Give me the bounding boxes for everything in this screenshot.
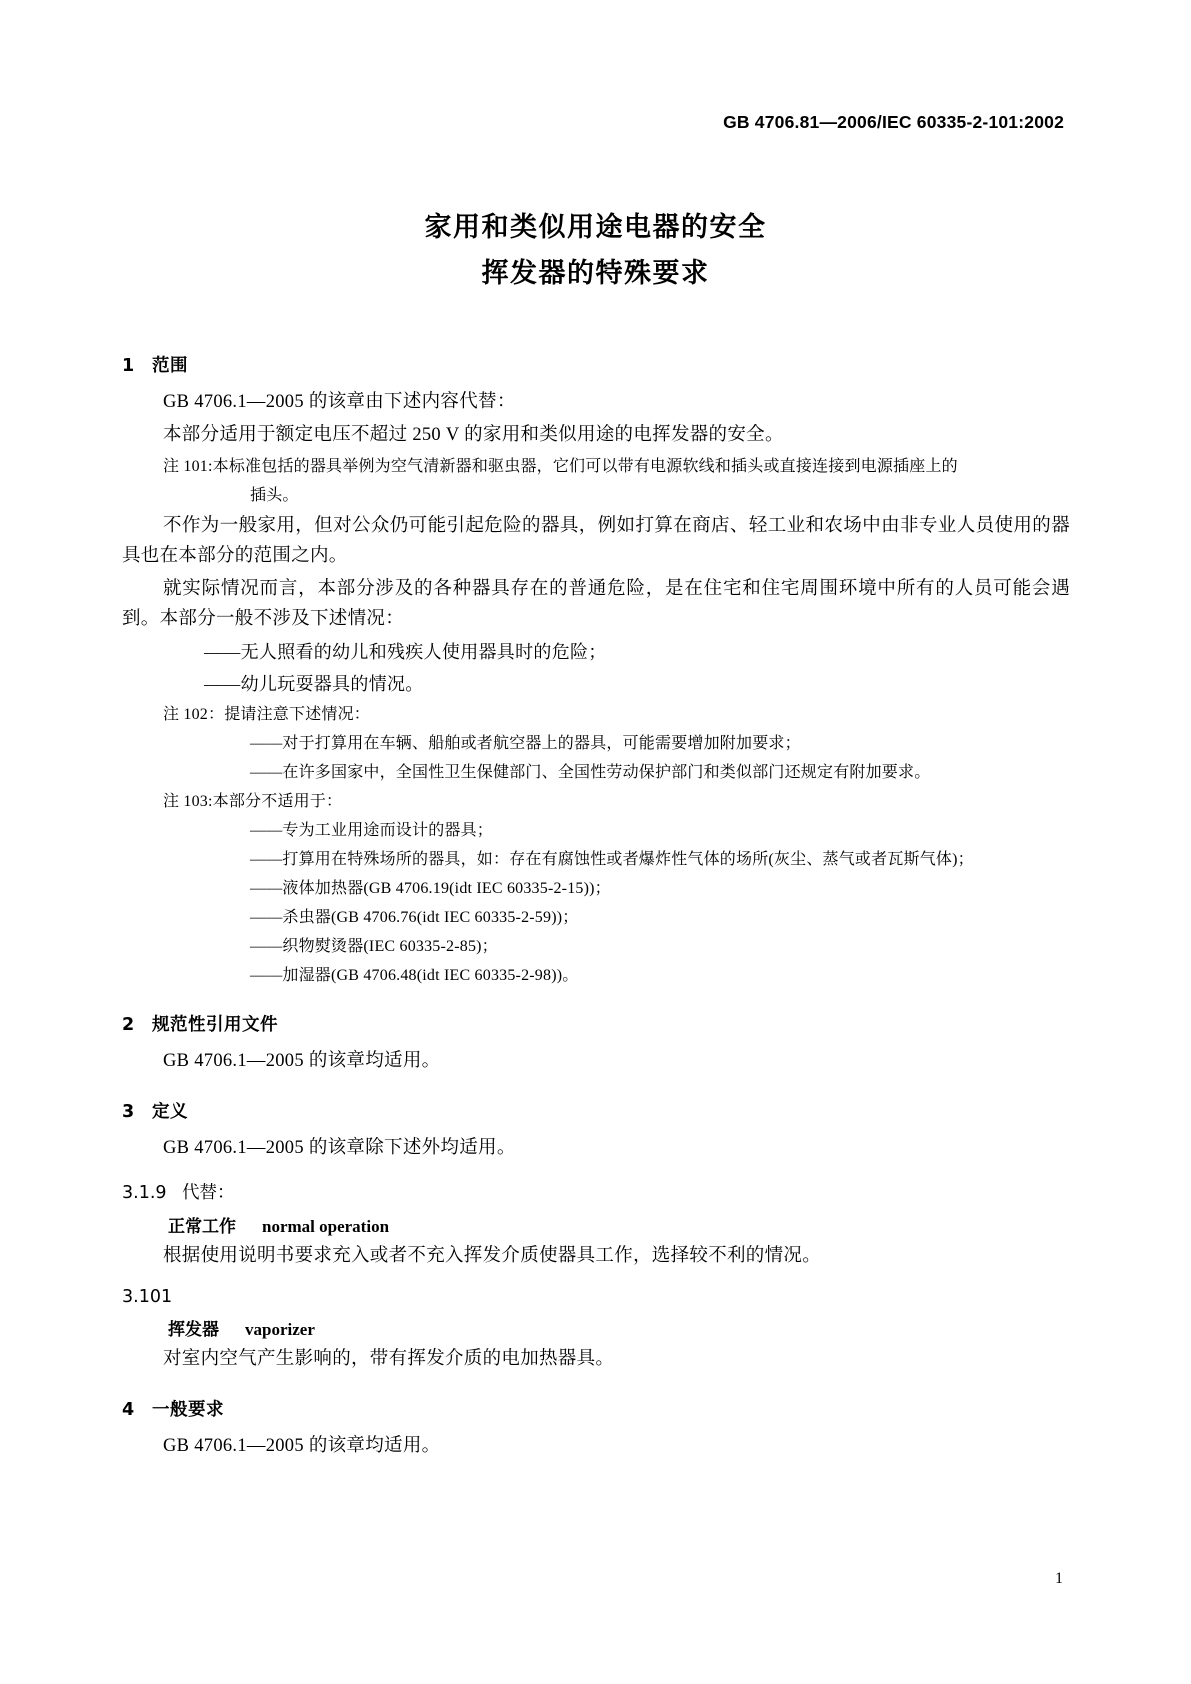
section-heading-3 bbox=[122, 1098, 1070, 1123]
section-number-1: 1 bbox=[122, 356, 135, 376]
section-number-2: 2 bbox=[122, 1015, 135, 1035]
title-line-2: 挥发器的特殊要求 bbox=[481, 258, 710, 289]
section-title-2: 规范性引用文件 bbox=[152, 1015, 278, 1035]
note-101-continuation: 插头。 bbox=[250, 487, 299, 504]
term-vaporizer-cn: 挥发器 bbox=[168, 1320, 219, 1340]
section-2-paragraph-1: GB 4706.1—2005 的该章均适用。 bbox=[163, 1051, 441, 1071]
subsection-number-3-1-9: 3.1.9 bbox=[122, 1183, 167, 1203]
subsection-title-3-1-9: 代替： bbox=[182, 1183, 235, 1203]
note-103 bbox=[163, 788, 1070, 815]
section-3-paragraph-1: GB 4706.1—2005 的该章除下述外均适用。 bbox=[163, 1138, 516, 1158]
note-103-text: 本部分不适用于： bbox=[212, 793, 343, 810]
section-4-paragraph-1: GB 4706.1—2005 的该章均适用。 bbox=[163, 1436, 441, 1456]
section-number-3: 3 bbox=[122, 1102, 135, 1122]
section-heading-2 bbox=[122, 1011, 1070, 1036]
term-normal-operation-cn: 正常工作 bbox=[168, 1217, 236, 1237]
term-vaporizer-en: vaporizer bbox=[245, 1320, 315, 1339]
note-101 bbox=[163, 453, 1070, 480]
note-101-text: 本标准包括的器具举例为空气清新器和驱虫器，它们可以带有电源软线和插头或直接连接到电源插座上的 bbox=[212, 458, 958, 475]
section-1-paragraph-4: 就实际情况而言，本部分涉及的各种器具存在的普通危险，是在住宅和住宅周围环境中所有的人员可能会遇到。本部分一般不涉及下述情况： bbox=[122, 579, 1070, 629]
section-title-3: 定义 bbox=[152, 1102, 188, 1122]
note-102-item-2: ——在许多国家中，全国性卫生保健部门、全国性劳动保护部门和类似部门还规定有附加要求。 bbox=[250, 764, 931, 781]
note-103-item-3: ——液体加热器(GB 4706.19(idt IEC 60335-2-15))； bbox=[250, 880, 611, 897]
term-vaporizer-definition: 对室内空气产生影响的，带有挥发介质的电加热器具。 bbox=[163, 1349, 615, 1369]
section-1-dash-item-2: ——幼儿玩耍器具的情况。 bbox=[204, 674, 424, 694]
note-103-item-6: ——加湿器(GB 4706.48(idt IEC 60335-2-98))。 bbox=[250, 967, 579, 984]
note-103-item-4: ——杀虫器(GB 4706.76(idt IEC 60335-2-59))； bbox=[250, 909, 579, 926]
section-title-1: 范围 bbox=[152, 356, 188, 376]
section-heading-4 bbox=[122, 1396, 1070, 1421]
subsection-heading-3-1-9 bbox=[122, 1179, 1070, 1204]
note-102 bbox=[163, 701, 1070, 728]
subsection-number-3-101: 3.101 bbox=[122, 1287, 173, 1307]
note-102-item-1: ——对于打算用在车辆、船舶或者航空器上的器具，可能需要增加附加要求； bbox=[250, 735, 801, 752]
term-vaporizer bbox=[168, 1315, 1070, 1340]
note-103-item-1: ——专为工业用途而设计的器具； bbox=[250, 822, 494, 839]
term-normal-operation-definition: 根据使用说明书要求充入或者不充入挥发介质使器具工作，选择较不利的情况。 bbox=[163, 1246, 822, 1266]
section-title-4: 一般要求 bbox=[152, 1400, 224, 1420]
section-1-paragraph-1: GB 4706.1—2005 的该章由下述内容代替： bbox=[163, 392, 516, 412]
term-normal-operation bbox=[168, 1212, 1070, 1237]
section-1-paragraph-3: 不作为一般家用，但对公众仍可能引起危险的器具，例如打算在商店、轻工业和农场中由非专业人员使用的器具也在本部分的范围之内。 bbox=[122, 516, 1070, 566]
section-1-paragraph-2: 本部分适用于额定电压不超过 250 V 的家用和类似用途的电挥发器的安全。 bbox=[163, 425, 784, 445]
note-102-text: 提请注意下述情况： bbox=[224, 706, 371, 723]
note-102-label: 注 102： bbox=[163, 706, 225, 723]
term-normal-operation-en: normal operation bbox=[262, 1217, 390, 1236]
note-103-item-2: ——打算用在特殊场所的器具，如：存在有腐蚀性或者爆炸性气体的场所(灰尘、蒸气或者瓦斯气体)； bbox=[250, 851, 974, 868]
document-body bbox=[122, 352, 1070, 1464]
note-101-label: 注 101: bbox=[163, 458, 213, 475]
page-number: 1 bbox=[1055, 1570, 1063, 1587]
note-103-label: 注 103: bbox=[163, 793, 213, 810]
document-title bbox=[0, 205, 1191, 297]
subsection-heading-3-101 bbox=[122, 1287, 1070, 1307]
note-103-item-5: ——织物熨烫器(IEC 60335-2-85)； bbox=[250, 938, 498, 955]
title-line-1: 家用和类似用途电器的安全 bbox=[424, 212, 767, 243]
page-header-standard-code: GB 4706.81—2006/IEC 60335-2-101:2002 bbox=[723, 112, 1064, 132]
section-heading-1 bbox=[122, 352, 1070, 377]
section-number-4: 4 bbox=[122, 1400, 135, 1420]
section-1-dash-item-1: ——无人照看的幼儿和残疾人使用器具时的危险； bbox=[204, 642, 607, 662]
